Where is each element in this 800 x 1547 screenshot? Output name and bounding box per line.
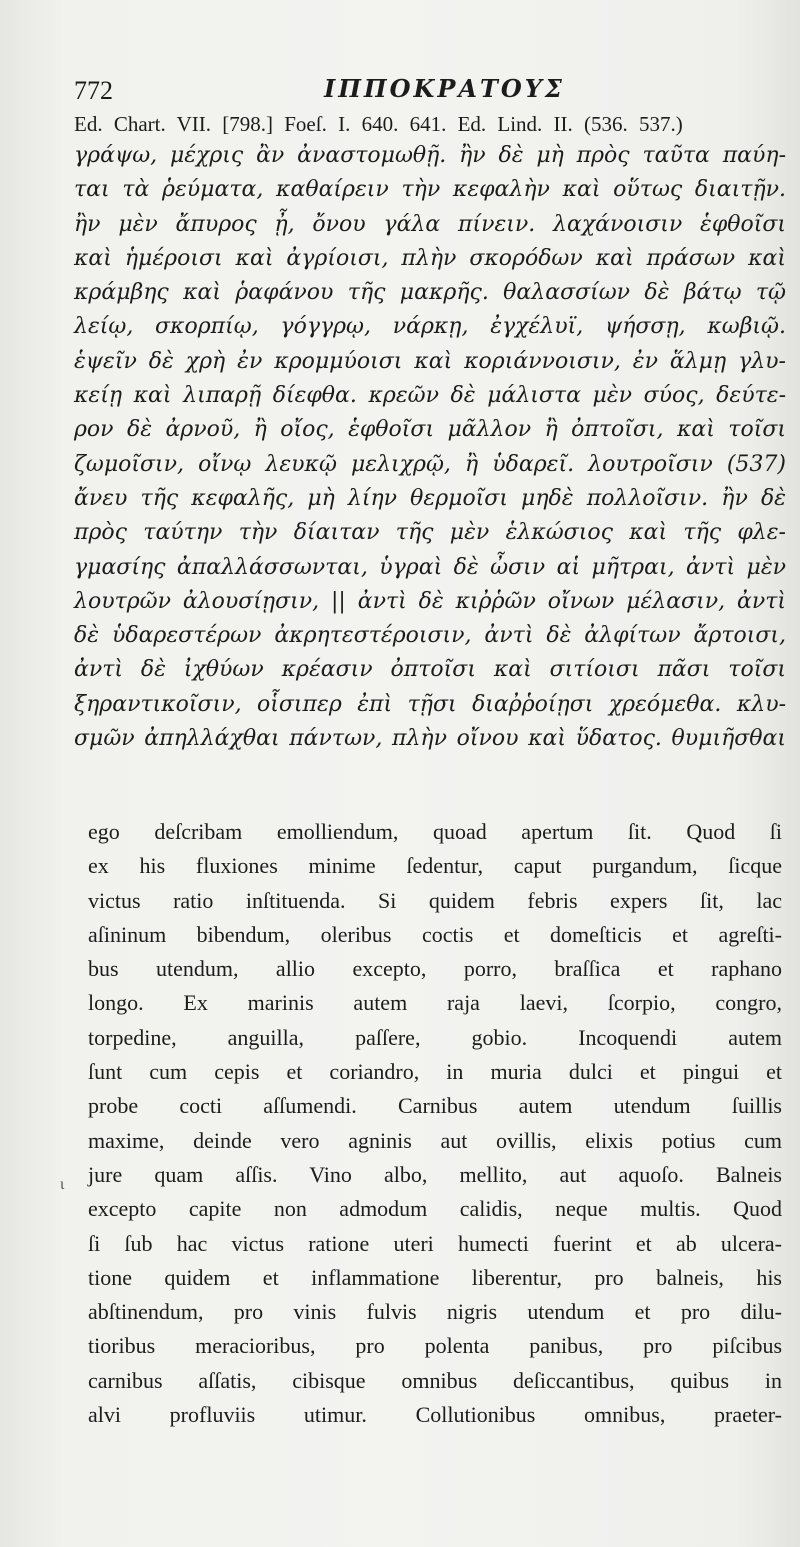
- latin-line: victus ratio inſtituenda. Si quidem febris expers ſit, lac: [88, 887, 782, 913]
- latin-line: ſunt cum cepis et coriandro, in muria dulci et pingui et: [88, 1059, 782, 1085]
- latin-line: ſi ſub hac victus ratione uteri humecti fuerint et ab ulcera-: [88, 1230, 782, 1256]
- edition-reference-line: Ed. Chart. VII. [798.] Foeſ. I. 640. 641. Ed. Lind. II. (536. 537.): [74, 112, 683, 136]
- latin-line: longo. Ex marinis autem raja laevi, ſcorpio, congro,: [88, 990, 782, 1016]
- margin-mark: ι: [60, 1176, 65, 1193]
- latin-line: abſtinendum, pro vinis fulvis nigris utendum et pro dilu-: [88, 1299, 782, 1325]
- greek-line: πρὸς ταύτην τὴν δίαιταν τῆς μὲν ἑλκώσιος καὶ τῆς φλε-: [74, 520, 786, 546]
- greek-line: ται τὰ ῥεύματα, καθαίρειν τὴν κεφαλὴν καὶ οὕτως διαιτῇν.: [74, 177, 786, 203]
- latin-line: bus utendum, allio excepto, porro, braſſica et raphano: [88, 956, 782, 982]
- latin-line: probe cocti aſſumendi. Carnibus autem utendum ſuillis: [88, 1093, 782, 1119]
- greek-line: κράμβης καὶ ῥαφάνου τῆς μακρῆς. θαλασσίων δὲ βάτῳ τῷ: [74, 280, 786, 306]
- greek-line: ἀντὶ δὲ ἰχθύων κρέασιν ὀπτοῖσι καὶ σιτίοισι πᾶσι τοῖσι: [74, 657, 786, 683]
- greek-line: ξηραντικοῖσιν, οἷσιπερ ἐπὶ τῇσι διαῤῥοίῃσι χρεόμεθα. κλυ-: [74, 691, 786, 717]
- greek-line: γμασίης ἀπαλλάσσωνται, ὑγραὶ δὲ ὦσιν αἱ μῆτραι, ἀντὶ μὲν: [74, 554, 786, 580]
- greek-line: ἑψεῖν δὲ χρὴ ἐν κρομμύοισι καὶ κοριάννοισιν, ἐν ἅλμῃ γλυ-: [74, 348, 786, 374]
- latin-line: alvi profluviis utimur. Collutionibus omnibus, praeter-: [88, 1402, 782, 1428]
- greek-line: δὲ ὑδαρεστέρων ἀκρητεστέροισιν, ἀντὶ δὲ ἀλφίτων ἄρτοισι,: [74, 623, 786, 649]
- greek-line: λείῳ, σκορπίῳ, γόγγρῳ, νάρκῃ, ἐγχέλυϊ, ψήσσῃ, κωβιῷ.: [74, 314, 786, 340]
- greek-line: ἄνευ τῆς κεφαλῆς, μὴ λίην θερμοῖσι μηδὲ πολλοῖσιν. ἢν δὲ: [74, 485, 786, 511]
- greek-line: καὶ ἡμέροισι καὶ ἀγρίοισι, πλὴν σκορόδων καὶ πράσων καὶ: [74, 245, 786, 271]
- greek-text-block: [74, 139, 786, 756]
- latin-line: aſininum bibendum, oleribus coctis et domeſticis et agreſti-: [88, 921, 782, 947]
- latin-line: ex his fluxiones minime ſedentur, caput purgandum, ſicque: [88, 853, 782, 879]
- latin-line: tione quidem et inflammatione liberentur, pro balneis, his: [88, 1264, 782, 1290]
- latin-line: excepto capite non admodum calidis, neque multis. Quod: [88, 1196, 782, 1222]
- page-header: [74, 66, 760, 106]
- latin-line: tioribus meracioribus, pro polenta panibus, pro piſcibus: [88, 1333, 782, 1359]
- latin-line: carnibus aſſatis, cibisque omnibus deſiccantibus, quibus in: [88, 1367, 782, 1393]
- greek-line: λουτρῶν ἀλουσίῃσιν, || ἀντὶ δὲ κιῤῥῶν οἴνων μέλασιν, ἀντὶ: [74, 588, 786, 614]
- greek-line: ζωμοῖσιν, οἴνῳ λευκῷ μελιχρῷ, ἢ ὑδαρεῖ. λουτροῖσιν (537): [74, 451, 786, 477]
- greek-line: ἢν μὲν ἄπυρος ᾖ, ὄνου γάλα πίνειν. λαχάνοισιν ἑφθοῖσι: [74, 211, 786, 237]
- latin-line: jure quam aſſis. Vino albo, mellito, aut aquoſo. Balneis: [88, 1161, 782, 1187]
- greek-line: ρον δὲ ἀρνοῦ, ἢ οἴος, ἑφθοῖσι μᾶλλον ἢ ὀπτοῖσι, καὶ τοῖσι: [74, 417, 786, 443]
- latin-text-block: [88, 815, 782, 1432]
- latin-line: ego deſcribam emolliendum, quoad apertum ſit. Quod ſi: [88, 819, 782, 844]
- greek-line: γράψω, μέχρις ἂν ἀναστομωθῇ. ἢν δὲ μὴ πρὸς ταῦτα παύη-: [74, 143, 786, 168]
- greek-line: κείῃ καὶ λιπαρῇ δίεφθα. κρεῶν δὲ μάλιστα μὲν σύος, δεύτε-: [74, 383, 786, 409]
- greek-line: σμῶν ἀπηλλάχθαι πάντων, πλὴν οἴνου καὶ ὕδατος. θυμιῆσθαι: [74, 726, 786, 752]
- page-number: 772: [74, 76, 113, 105]
- running-head: ΙΠΠΟΚΡΑΤΟΥΣ: [324, 74, 565, 103]
- latin-line: torpedine, anguilla, paſſere, gobio. Incoquendi autem: [88, 1024, 782, 1050]
- latin-line: maxime, deinde vero agninis aut ovillis, elixis potius cum: [88, 1127, 782, 1153]
